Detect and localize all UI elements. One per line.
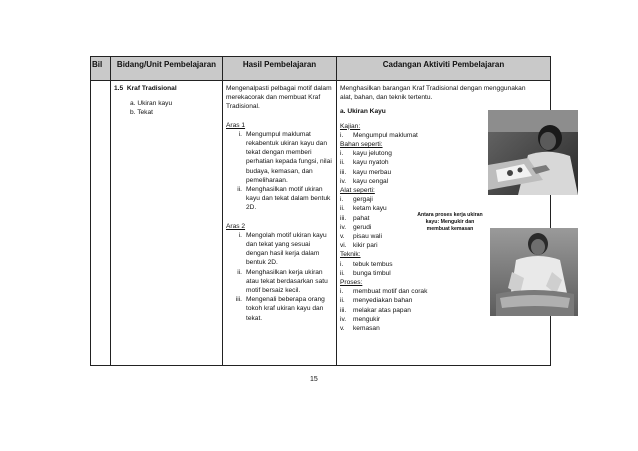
aras1-item-text: Menghasilkan motif ukiran kayu dan tekat dalam bentuk 2D. [246,186,331,212]
cadangan-intro: Menghasilkan barangan Kraf Tradisional dengan menggunakan alat, bahan, dan teknik tertentu. [340,85,526,102]
bidang-number: 1.5 [114,85,124,92]
alat-label: Alat seperti: [340,187,375,195]
aras1-item [226,130,333,185]
carving-photo-man [490,228,578,316]
proses-item-number: ii. [340,297,345,305]
alat-item-text: ketam kayu [353,205,387,213]
page-number: 15 [310,376,318,383]
header-hasil: Hasil Pembelajaran [223,57,337,81]
aras2-item-number: ii. [237,268,242,276]
bidang-item: b. Tekat [130,109,153,117]
alat-item-number: iii. [340,214,347,222]
hasil-intro: Mengenalpasti pelbagai motif dalam merekacorak dan membuat Kraf Tradisional. [226,85,332,111]
aras2-item [226,231,333,268]
bahan-item-number: iii. [340,168,347,176]
cadangan-section: a. Ukiran Kayu [340,108,386,116]
bahan-item-number: ii. [340,159,345,167]
aras2-item-text: Mengenali beberapa orang tokoh kraf ukiran kayu dan tekat. [246,296,325,322]
aras2-item-number: iii. [235,296,242,304]
aras2-item-text: Menghasilkan kerja ukiran atau tekat berdasarkan satu motif bersaiz kecil. [246,268,328,295]
bahan-item-text: kayu nyatoh [353,159,389,167]
aras2-item [226,268,333,296]
header-bil: Bil [91,57,111,81]
teknik-item-number: i. [340,260,344,268]
carving-photo-woman [488,110,578,195]
aras1-item [226,185,333,213]
alat-item-number: iv. [340,223,347,231]
teknik-item-number: ii. [340,269,345,277]
header-bidang: Bidang/Unit Pembelajaran [111,57,223,81]
kajian-item-number: i. [340,131,344,139]
header-cadangan: Cadangan Aktiviti Pembelajaran [337,57,551,81]
alat-item-number: i. [340,196,344,204]
alat-item-text: pisau wali [353,233,382,241]
proses-item-number: v. [340,325,345,333]
aras2-item-number: i. [238,231,242,239]
alat-item-text: gerudi [353,223,372,231]
proses-item [340,324,547,333]
alat-item-number: ii. [340,205,345,213]
aras1-item-number: i. [238,130,242,138]
bahan-label: Bahan seperti: [340,141,383,149]
proses-item-text: melakar atas papan [353,306,411,314]
proses-item-number: iv. [340,315,347,323]
proses-item-text: membuat motif dan corak [353,288,428,296]
bahan-item-number: iv. [340,177,347,185]
aras1-list [226,130,333,213]
alat-item-number: v. [340,233,345,241]
proses-item-text: mengukir [353,315,381,323]
bidang-cell [111,81,223,366]
teknik-item-text: bunga timbul [353,269,391,277]
bahan-item-text: kayu cengal [353,177,389,185]
aras1-item-text: Mengumpul maklumat rekabentuk ukiran kayu dan tekat dengan memberi perhatian kepada fungsi, nilai budaya, kemasan, dan pemeliharaan. [246,130,332,184]
alat-item-number: vi. [340,242,347,250]
aras1-item-number: ii. [237,186,242,194]
proses-item [340,315,547,324]
alat-item-text: kikir pari [353,242,378,250]
bil-cell [91,81,111,366]
alat-item [340,195,547,204]
proses-label: Proses: [340,279,363,287]
aras2-label: Aras 2 [226,222,246,230]
aras2-item-text: Mengolah motif ukiran kayu dan tekat yang sesuai dengan hasil kerja dalam bentuk 2D. [246,231,327,267]
kajian-label: Kajian: [340,122,361,130]
kajian-item-text: Mengumpul maklumat [353,131,418,139]
photo-caption: Antara proses kerja ukiran kayu: Mengukir dan membuat kemasan [417,212,483,232]
bahan-item-text: kayu jelutong [353,150,392,158]
bahan-item-number: i. [340,150,344,158]
alat-item-text: gergaji [353,196,373,204]
proses-item-number: iii. [340,306,347,314]
bidang-title: Kraf Tradisional [126,85,177,92]
proses-item-text: menyediakan bahan [353,297,413,305]
aras2-list [226,231,333,323]
aras1-label: Aras 1 [226,121,246,129]
proses-item-text: kemasan [353,325,380,333]
bahan-item-text: kayu merbau [353,168,392,176]
proses-item-number: i. [340,288,344,296]
curriculum-table [90,56,551,366]
bidang-item: a. Ukiran kayu [130,100,173,108]
teknik-item-text: tebuk tembus [353,260,393,268]
hasil-cell [223,81,337,366]
teknik-label: Teknik: [340,251,361,259]
aras2-item [226,295,333,323]
alat-item-text: pahat [353,214,370,222]
